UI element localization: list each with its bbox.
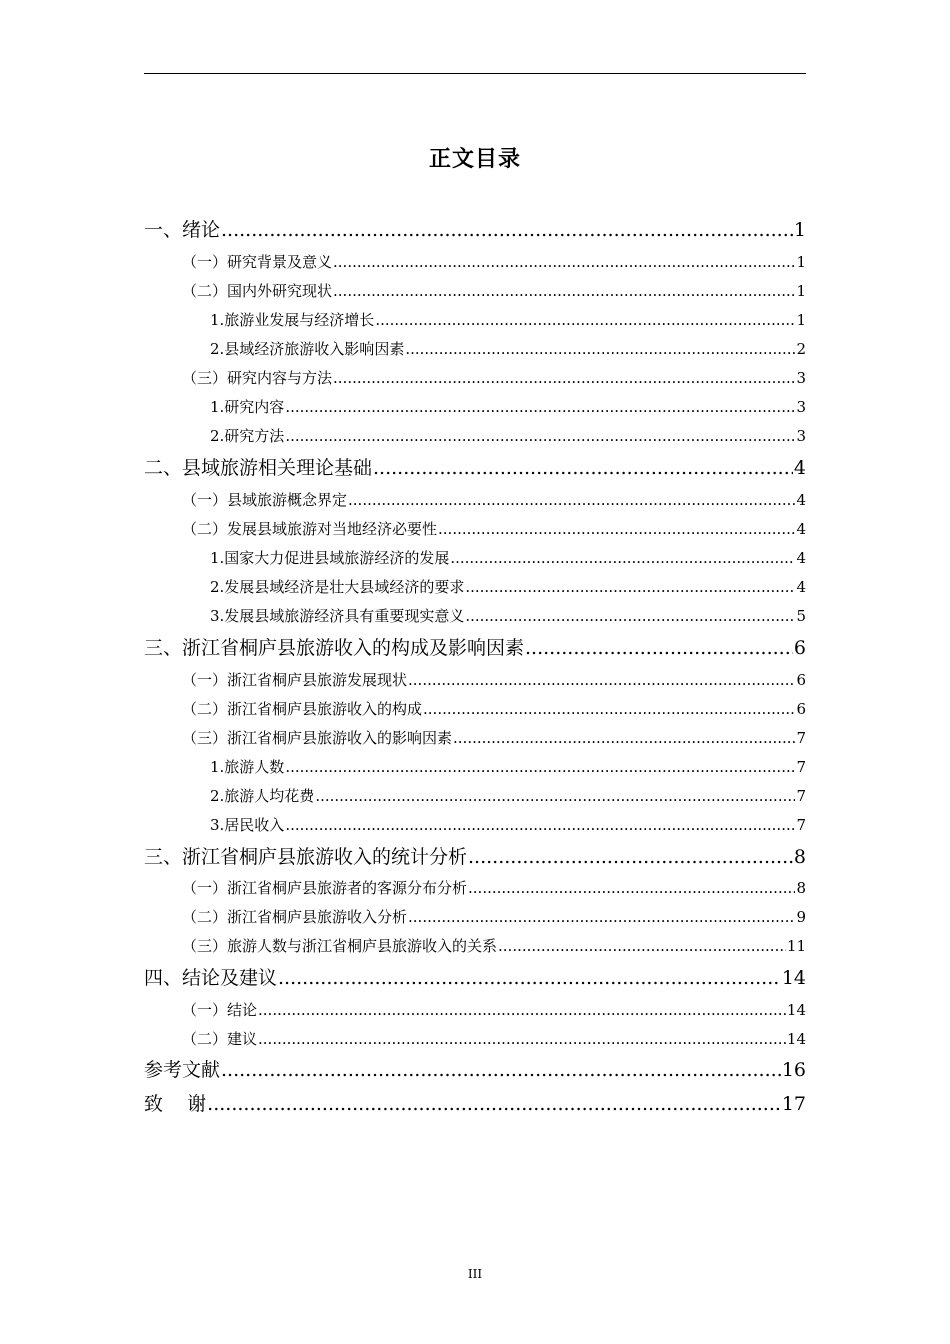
toc-leader-dots bbox=[465, 606, 795, 626]
toc-entry-title: 二、县域旅游相关理论基础 bbox=[144, 457, 373, 479]
toc-entry[interactable] bbox=[182, 281, 806, 301]
toc-entry[interactable] bbox=[144, 845, 806, 869]
toc-entry-title: （三）旅游人数与浙江省桐庐县旅游收入的关系 bbox=[182, 937, 498, 955]
toc-leader-dots bbox=[348, 490, 795, 510]
toc-entry-page: 1 bbox=[796, 311, 806, 329]
toc-entry-title: （二）浙江省桐庐县旅游收入分析 bbox=[182, 908, 408, 926]
toc-entry[interactable] bbox=[210, 757, 806, 777]
toc-leader-dots bbox=[221, 1058, 781, 1082]
toc-entry-page: 16 bbox=[781, 1059, 806, 1081]
toc-entry-title: 一、绪论 bbox=[144, 219, 221, 241]
toc-entry[interactable] bbox=[210, 310, 806, 330]
toc-leader-dots bbox=[333, 368, 795, 388]
toc-entry-page: 7 bbox=[796, 816, 806, 834]
toc-entry-page: 1 bbox=[793, 219, 806, 241]
toc-entry-title: 参考文献 bbox=[144, 1059, 221, 1081]
toc-entry-page: 3 bbox=[796, 369, 806, 387]
toc-entry-title: （一）研究背景及意义 bbox=[182, 253, 333, 271]
toc-leader-dots bbox=[453, 728, 795, 748]
toc-entry[interactable] bbox=[144, 218, 806, 242]
toc-entry-page: 7 bbox=[796, 787, 806, 805]
toc-entry-page: 8 bbox=[793, 846, 806, 868]
toc-leader-dots bbox=[375, 310, 795, 330]
toc-entry[interactable] bbox=[210, 548, 806, 568]
toc-entry[interactable] bbox=[182, 368, 806, 388]
toc-leader-dots bbox=[315, 786, 795, 806]
toc-entry-page: 14 bbox=[781, 967, 806, 989]
toc-entry-page: 3 bbox=[796, 427, 806, 445]
toc-entry-page: 2 bbox=[796, 340, 806, 358]
toc-entry-title: 2.研究方法 bbox=[210, 427, 285, 445]
toc-entry-page: 7 bbox=[796, 758, 806, 776]
toc-entry-title: 2.县域经济旅游收入影响因素 bbox=[210, 340, 405, 358]
toc-entry-title: 1.旅游业发展与经济增长 bbox=[210, 311, 375, 329]
toc-entry-title: （一）县域旅游概念界定 bbox=[182, 491, 348, 509]
toc-entry-page: 4 bbox=[793, 457, 806, 479]
toc-entry[interactable] bbox=[182, 519, 806, 539]
toc-entry-title: 2.发展县域经济是壮大县域经济的要求 bbox=[210, 578, 465, 596]
toc-entry[interactable] bbox=[210, 577, 806, 597]
toc-entry-page: 3 bbox=[796, 398, 806, 416]
toc-entry[interactable] bbox=[210, 397, 806, 417]
toc-leader-dots bbox=[221, 218, 793, 242]
toc-entry-title: （一）浙江省桐庐县旅游者的客源分布分析 bbox=[182, 879, 468, 897]
toc-entry-title: （一）浙江省桐庐县旅游发展现状 bbox=[182, 671, 408, 689]
toc-entry[interactable] bbox=[144, 456, 806, 480]
toc-entry[interactable] bbox=[144, 1058, 806, 1082]
toc-entry[interactable] bbox=[182, 936, 806, 956]
toc-entry[interactable] bbox=[182, 1029, 806, 1049]
toc-entry-title: （二）国内外研究现状 bbox=[182, 282, 333, 300]
toc-leader-dots bbox=[408, 670, 795, 690]
toc-entry-page: 14 bbox=[786, 1030, 806, 1048]
toc-leader-dots bbox=[405, 339, 795, 359]
toc-leader-dots bbox=[285, 757, 795, 777]
toc-entry[interactable] bbox=[182, 878, 806, 898]
toc-leader-dots bbox=[285, 397, 795, 417]
toc-entry-page: 4 bbox=[796, 491, 806, 509]
toc-entry-title: 三、浙江省桐庐县旅游收入的统计分析 bbox=[144, 846, 468, 868]
toc-leader-dots bbox=[373, 456, 793, 480]
toc-leader-dots bbox=[525, 636, 793, 660]
toc-entry-page: 6 bbox=[793, 637, 806, 659]
toc-entry-title: （二）建议 bbox=[182, 1030, 258, 1048]
toc-entry-page: 9 bbox=[796, 908, 806, 926]
toc-entry-page: 7 bbox=[796, 729, 806, 747]
toc-entry[interactable] bbox=[182, 728, 806, 748]
toc-entry-title: 1.研究内容 bbox=[210, 398, 285, 416]
toc-entry[interactable] bbox=[182, 1000, 806, 1020]
toc-entry-title: 1.旅游人数 bbox=[210, 758, 285, 776]
toc-entry[interactable] bbox=[144, 636, 806, 660]
toc-entry-title: （二）浙江省桐庐县旅游收入的构成 bbox=[182, 700, 423, 718]
toc-entry-page: 5 bbox=[796, 607, 806, 625]
toc-entry-title: （一）结论 bbox=[182, 1001, 258, 1019]
toc-entry-title: 2.旅游人均花费 bbox=[210, 787, 315, 805]
toc-entry[interactable] bbox=[210, 815, 806, 835]
toc-leader-dots bbox=[258, 1000, 786, 1020]
toc-entry[interactable] bbox=[210, 786, 806, 806]
toc-entry[interactable] bbox=[182, 907, 806, 927]
page-number: III bbox=[467, 1267, 483, 1281]
toc-entry-title: 3.发展县域旅游经济具有重要现实意义 bbox=[210, 607, 465, 625]
toc-leader-dots bbox=[333, 281, 795, 301]
toc-entry-page: 1 bbox=[796, 253, 806, 271]
toc-entry-page: 8 bbox=[796, 879, 806, 897]
toc-entry-title: 三、浙江省桐庐县旅游收入的构成及影响因素 bbox=[144, 637, 525, 659]
toc-leader-dots bbox=[468, 845, 793, 869]
toc-entry-page: 4 bbox=[796, 520, 806, 538]
toc-entry-page: 4 bbox=[796, 549, 806, 567]
toc-entry-title: （二）发展县域旅游对当地经济必要性 bbox=[182, 520, 438, 538]
toc-leader-dots bbox=[468, 878, 795, 898]
toc-entry-title: 3.居民收入 bbox=[210, 816, 285, 834]
toc-entry-title: 四、结论及建议 bbox=[144, 967, 278, 989]
toc-entry-title: （三）研究内容与方法 bbox=[182, 369, 333, 387]
toc-leader-dots bbox=[408, 907, 795, 927]
toc-entry[interactable] bbox=[210, 426, 806, 446]
page-title: 正文目录 bbox=[428, 147, 521, 172]
toc-leader-dots bbox=[498, 936, 786, 956]
toc-entry-title: 致 谢 bbox=[144, 1093, 207, 1115]
toc-entry-page: 14 bbox=[786, 1001, 806, 1019]
toc-entry[interactable] bbox=[182, 490, 806, 510]
toc-leader-dots bbox=[278, 966, 781, 990]
toc-entry[interactable] bbox=[182, 252, 806, 272]
toc-entry-page: 11 bbox=[786, 937, 806, 955]
toc-leader-dots bbox=[258, 1029, 786, 1049]
toc-entry[interactable] bbox=[210, 339, 806, 359]
toc-leader-dots bbox=[285, 815, 795, 835]
toc-leader-dots bbox=[438, 519, 795, 539]
toc-entry[interactable] bbox=[182, 670, 806, 690]
toc-entry[interactable] bbox=[210, 606, 806, 626]
toc-entry-page: 17 bbox=[781, 1093, 806, 1115]
toc-leader-dots bbox=[333, 252, 795, 272]
toc-leader-dots bbox=[285, 426, 795, 446]
toc-entry-page: 6 bbox=[796, 671, 806, 689]
toc-leader-dots bbox=[465, 577, 795, 597]
toc-entry-title: 1.国家大力促进县域旅游经济的发展 bbox=[210, 549, 450, 567]
toc-leader-dots bbox=[450, 548, 795, 568]
toc-leader-dots bbox=[207, 1092, 781, 1116]
toc-leader-dots bbox=[423, 699, 795, 719]
toc-entry[interactable] bbox=[182, 699, 806, 719]
toc-entry[interactable] bbox=[144, 966, 806, 990]
toc-entry-title: （三）浙江省桐庐县旅游收入的影响因素 bbox=[182, 729, 453, 747]
toc-entry-page: 1 bbox=[796, 282, 806, 300]
toc-entry-page: 6 bbox=[796, 700, 806, 718]
toc-entry[interactable] bbox=[144, 1092, 806, 1116]
toc-entry-page: 4 bbox=[796, 578, 806, 596]
